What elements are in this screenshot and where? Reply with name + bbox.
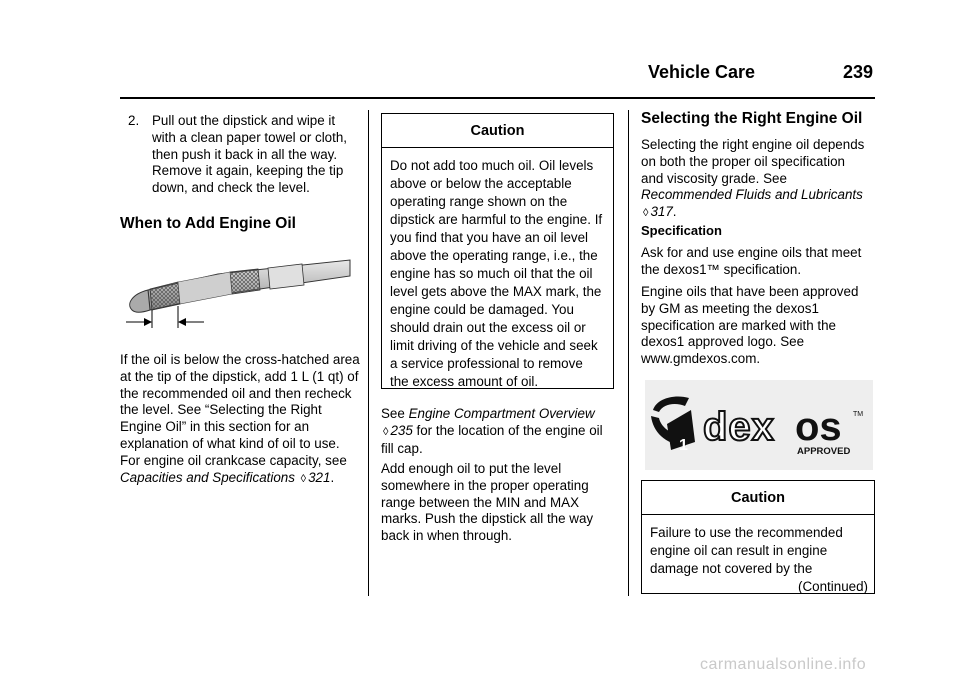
page-ref-icon: ◊ bbox=[383, 425, 389, 438]
page-ref-235[interactable]: 235 bbox=[390, 422, 413, 438]
section-heading-selecting-oil: Selecting the Right Engine Oil bbox=[641, 110, 863, 127]
cross-reference-engine-compartment[interactable]: Engine Compartment Overview bbox=[408, 406, 595, 421]
column-divider-left bbox=[368, 110, 369, 596]
paragraph-gm-approved: Engine oils that have been approved by GM as meeting the dexos1 specification are marked with the dexos1 approved logo. See www.gmdexos.com. bbox=[641, 284, 859, 367]
step-number: 2. bbox=[128, 113, 140, 128]
cross-reference-capacities[interactable]: Capacities and Specifications bbox=[120, 469, 295, 485]
caution-box-wrong-oil bbox=[641, 480, 875, 594]
paragraph-dexos-spec: Ask for and use engine oils that meet the dexos1™ specification. bbox=[641, 245, 862, 277]
section-heading-when-to-add: When to Add Engine Oil bbox=[120, 215, 296, 232]
step-text: Pull out the dipstick and wipe it with a clean paper towel or cloth, then push it back in all the way. Remove it again, keeping the tip down, and check the level. bbox=[152, 113, 348, 196]
punctuation: . bbox=[330, 469, 335, 485]
paragraph-text: Selecting the right engine oil depends on both the proper oil specification and viscosity grade. See bbox=[641, 137, 865, 186]
caution-box-overfill bbox=[381, 113, 614, 389]
page-number: 239 bbox=[843, 62, 874, 82]
paragraph-see-engine-compartment bbox=[381, 406, 616, 457]
caution-body: Failure to use the recommended engine oil can result in engine damage not covered by the bbox=[650, 525, 843, 576]
cross-reference-fluids[interactable]: Recommended Fluids and Lubricants bbox=[641, 187, 863, 203]
page-ref-icon: ◊ bbox=[643, 207, 649, 220]
column-divider-right bbox=[628, 110, 629, 596]
dexos-approved-logo bbox=[645, 380, 873, 470]
paragraph-text: for the location of the engine oil fill cap. bbox=[381, 422, 603, 456]
watermark: carmanualsonline.info bbox=[700, 656, 867, 673]
step-2 bbox=[128, 113, 353, 197]
punctuation: . bbox=[672, 204, 677, 220]
paragraph-text: If the oil is below the cross-hatched area at the tip of the dipstick, add 1 L (1 qt) of the recommended oil and then recheck the level. See “Selecting the Right Engine Oil” in this section for an explanation of what kind of oil to use. For engine oil crankcase capacity, see bbox=[120, 352, 360, 468]
subheading-specification: Specification bbox=[641, 223, 722, 238]
caution-body: Do not add too much oil. Oil levels above or below the acceptable operating range shown on the dipstick are harmful to the engine. If you find that you have an oil level above the operating range, i.e., the engine has so much oil that the oil level gets above the MAX mark, the engine could be damaged. You should drain out the excess oil or limit driving of the vehicle and seek a service professional to remove the excess amount of oil. bbox=[390, 158, 603, 389]
logo-os-text: os bbox=[795, 405, 842, 449]
dipstick-illustration bbox=[118, 252, 353, 332]
page-ref-317[interactable]: 317 bbox=[650, 204, 673, 220]
paragraph-add-enough-oil: Add enough oil to put the level somewhere in the proper operating range between the MIN and MAX marks. Push the dipstick all the way back in when through. bbox=[381, 461, 594, 544]
caution-heading: Caution bbox=[642, 481, 874, 515]
logo-tm: TM bbox=[853, 411, 864, 418]
caution-heading: Caution bbox=[382, 114, 613, 148]
paragraph-text: See bbox=[381, 406, 405, 421]
logo-dex-text: dex bbox=[703, 405, 775, 449]
page-header-title: Vehicle Care bbox=[648, 62, 756, 82]
header-rule bbox=[120, 97, 875, 99]
continued-label: (Continued) bbox=[798, 579, 868, 594]
paragraph-selecting-oil bbox=[641, 137, 871, 222]
page-ref-321[interactable]: 321 bbox=[308, 469, 331, 485]
paragraph-oil-below-hatched bbox=[120, 352, 360, 487]
logo-badge-digit: 1 bbox=[679, 437, 688, 454]
page-ref-icon: ◊ bbox=[300, 472, 307, 485]
logo-approved-text: APPROVED bbox=[797, 446, 851, 457]
